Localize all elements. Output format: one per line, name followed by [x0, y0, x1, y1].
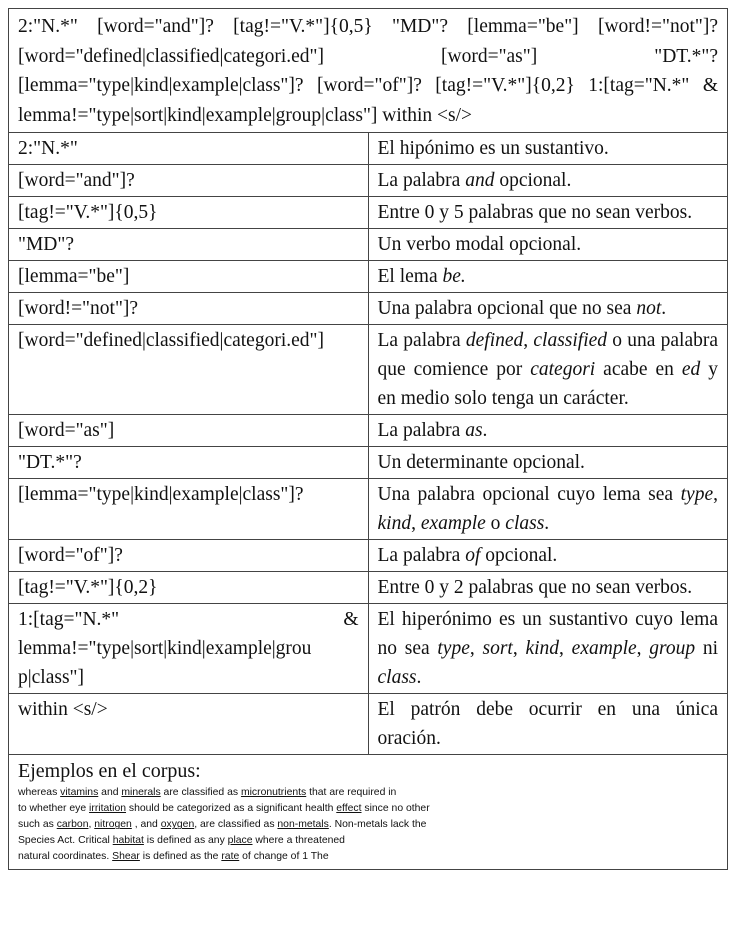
description-text: y en medio solo tenga un carácter.	[377, 359, 718, 410]
italic-term: kind	[525, 638, 560, 660]
pattern-row	[9, 604, 728, 694]
pattern-description	[368, 165, 728, 197]
description-text: ,	[713, 484, 718, 506]
example-text: of change of 1 The	[239, 851, 329, 863]
underlined-term: rate	[221, 851, 240, 863]
pattern-description	[368, 261, 728, 293]
pattern-document	[8, 8, 728, 870]
pattern-code: [word="as"]	[9, 415, 369, 447]
pattern-description	[368, 572, 728, 604]
italic-term: kind	[377, 513, 412, 535]
full-pattern: 2:"N.*" [word="and"]? [tag!="V.*"]{0,5} "MD"? [lemma="be"] [word!="not"]? [word="defined|classified|categori.ed"] [word="as"] "DT.*"? [lemma="type|kind|example|class"]? [word="of"]? [tag!="V.*"]{0,2} 1:[tag="N.*" & lemma!="type|sort|kind|example|group|class"] within <s/>	[9, 9, 728, 133]
example-text: that are required in	[306, 787, 397, 799]
italic-term: sort	[482, 638, 513, 660]
description-text: ,	[469, 638, 483, 660]
examples-table	[8, 754, 728, 870]
examples-title: Ejemplos en el corpus:	[18, 760, 201, 783]
description-text: opcional.	[480, 545, 558, 567]
description-text: La palabra	[377, 420, 466, 442]
pattern-row	[9, 447, 728, 479]
underlined-term: micronutrients	[240, 787, 307, 799]
pattern-table	[8, 8, 728, 755]
example-text: such as	[18, 819, 57, 831]
description-text: opcional.	[494, 170, 572, 192]
underlined-term: non-metals	[277, 819, 329, 831]
pattern-code: 1:[tag="N.*" & lemma!="type|sort|kind|example|grou p|class"]	[9, 604, 369, 694]
underlined-term: nitrogen	[94, 819, 132, 831]
pattern-description	[368, 133, 728, 165]
description-text: ,	[512, 638, 526, 660]
italic-term: type	[680, 484, 714, 506]
underlined-term: place	[227, 835, 253, 847]
example-text: where a threatened	[252, 835, 345, 847]
description-text: Una palabra opcional que no sea	[377, 298, 637, 320]
example-text: natural coordinates.	[18, 851, 113, 863]
description-text: La palabra	[377, 545, 466, 567]
examples-cell	[9, 755, 728, 870]
pattern-row	[9, 229, 728, 261]
underlined-term: oxygen	[160, 819, 195, 831]
italic-term: example	[420, 513, 486, 535]
italic-term: ed	[681, 359, 701, 381]
pattern-description	[368, 604, 728, 694]
pattern-row	[9, 197, 728, 229]
example-line	[18, 817, 718, 833]
description-text: .	[482, 420, 488, 442]
pattern-description	[368, 197, 728, 229]
description-text: ,	[636, 638, 650, 660]
description-text: o una palabra que comience por	[377, 330, 718, 381]
example-text: ,	[88, 819, 95, 831]
pattern-row	[9, 694, 728, 755]
pattern-description	[368, 325, 728, 415]
description-text: El hiperónimo es un sustantivo cuyo lema no sea	[377, 609, 718, 660]
description-text: acabe en	[595, 359, 682, 381]
pattern-code: 2:"N.*"	[9, 133, 369, 165]
example-text: to whether eye	[18, 803, 90, 815]
pattern-description	[368, 415, 728, 447]
example-line	[18, 801, 718, 817]
pattern-code: [lemma="type|kind|example|class"]?	[9, 479, 369, 540]
pattern-code: "DT.*"?	[9, 447, 369, 479]
italic-term: class	[505, 513, 545, 535]
description-text: ,	[411, 513, 421, 535]
example-text: , are classified as	[194, 819, 278, 831]
italic-term: defined	[465, 330, 524, 352]
description-text: o	[485, 513, 506, 535]
description-text: Entre 0 y 2 palabras que no sean verbos.	[377, 577, 693, 599]
example-line	[18, 833, 718, 849]
description-text: El lema	[377, 266, 443, 288]
pattern-description	[368, 447, 728, 479]
underlined-term: habitat	[112, 835, 144, 847]
italic-term: and	[465, 170, 495, 192]
pattern-code: within <s/>	[9, 694, 369, 755]
italic-term: of	[465, 545, 481, 567]
description-text: ,	[559, 638, 572, 660]
pattern-description	[368, 540, 728, 572]
example-text: . Non-metals lack the	[328, 819, 427, 831]
example-text: is defined as any	[143, 835, 228, 847]
description-text: .	[416, 667, 422, 689]
description-text: La palabra	[377, 330, 466, 352]
pattern-row	[9, 325, 728, 415]
pattern-description	[368, 694, 728, 755]
description-text: .	[661, 298, 667, 320]
pattern-row	[9, 540, 728, 572]
underlined-term: carbon	[56, 819, 89, 831]
description-text: El patrón debe ocurrir en una única oración.	[377, 699, 718, 750]
pattern-code: [tag!="V.*"]{0,2}	[9, 572, 369, 604]
italic-term: group	[649, 638, 696, 660]
header-row	[9, 9, 728, 133]
example-line	[18, 849, 718, 865]
pattern-row	[9, 415, 728, 447]
description-text: La palabra	[377, 170, 466, 192]
italic-term: be.	[442, 266, 466, 288]
example-text: are classified as	[160, 787, 241, 799]
italic-term: type	[437, 638, 470, 660]
italic-term: class	[377, 667, 417, 689]
underlined-term: Shear	[112, 851, 140, 863]
pattern-code: "MD"?	[9, 229, 369, 261]
description-text: Entre 0 y 5 palabras que no sean verbos.	[377, 202, 693, 224]
pattern-code: [word="defined|classified|categori.ed"]	[9, 325, 369, 415]
pattern-row	[9, 133, 728, 165]
underlined-term: vitamins	[60, 787, 99, 799]
example-text: , and	[131, 819, 161, 831]
pattern-row	[9, 293, 728, 325]
italic-term: classified	[533, 330, 608, 352]
pattern-row	[9, 479, 728, 540]
italic-term: as	[465, 420, 483, 442]
description-text: Un verbo modal opcional.	[377, 234, 582, 256]
description-text: Una palabra opcional cuyo lema sea	[377, 484, 681, 506]
underlined-term: irritation	[89, 803, 127, 815]
pattern-code: [word="and"]?	[9, 165, 369, 197]
italic-term: categori	[530, 359, 596, 381]
pattern-description	[368, 229, 728, 261]
description-text: Un determinante opcional.	[377, 452, 585, 474]
examples-lines	[18, 785, 718, 865]
examples-row	[9, 755, 728, 870]
pattern-code: [tag!="V.*"]{0,5}	[9, 197, 369, 229]
pattern-row	[9, 261, 728, 293]
pattern-code: [lemma="be"]	[9, 261, 369, 293]
pattern-row	[9, 165, 728, 197]
underlined-term: effect	[336, 803, 362, 815]
description-text: El hipónimo es un sustantivo.	[377, 138, 609, 160]
pattern-row	[9, 572, 728, 604]
pattern-description	[368, 293, 728, 325]
example-text: whereas	[18, 787, 61, 799]
italic-term: not	[636, 298, 662, 320]
pattern-code: [word="of"]?	[9, 540, 369, 572]
pattern-description	[368, 479, 728, 540]
example-line	[18, 785, 718, 801]
pattern-code: [word!="not"]?	[9, 293, 369, 325]
italic-term: example	[571, 638, 637, 660]
example-text: is defined as the	[139, 851, 222, 863]
description-text: ni	[695, 638, 719, 660]
example-text: should be categorized as a significant health	[126, 803, 337, 815]
example-text: since no other	[361, 803, 430, 815]
underlined-term: minerals	[121, 787, 161, 799]
example-text: and	[98, 787, 122, 799]
description-text: .	[544, 513, 550, 535]
example-text: Species Act. Critical	[18, 835, 113, 847]
description-text: ,	[523, 330, 534, 352]
